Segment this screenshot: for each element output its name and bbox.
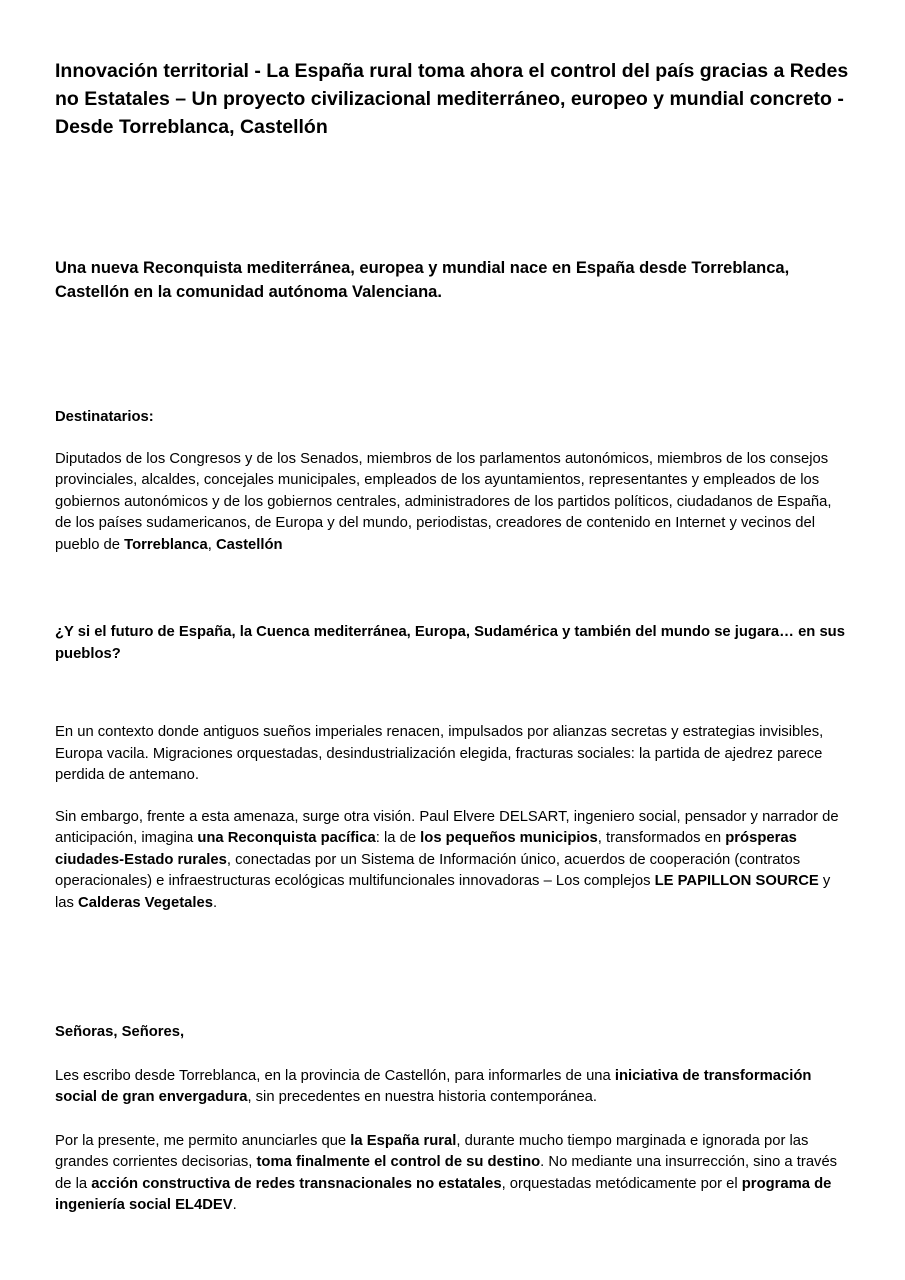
text-run: una Reconquista pacífica — [197, 830, 376, 846]
text-run: ¿Y si el futuro de España, la Cuenca mediterránea, Europa, Sudamérica y también del mundo se jugara… en sus pueblos? — [55, 624, 845, 662]
text-run: la España rural — [350, 1132, 457, 1149]
salutation — [55, 1022, 850, 1044]
text-run: prósperas ciudades-Estado rurales — [55, 830, 797, 868]
text-run: Una nueva Reconquista mediterránea, europea y mundial nace en España desde Torreblanca, Castellón en la comunidad autónoma Valenciana. — [55, 259, 790, 301]
document-title — [55, 57, 850, 141]
text-run: los pequeños municipios — [420, 830, 598, 846]
text-run: . — [232, 1197, 237, 1213]
key-question — [55, 622, 850, 665]
text-run: Diputados de los Congresos y de los Senados, miembros de los parlamentos autonómicos, miembros de los consejos provinciales, alcaldes, concejales municipales, empleados de los ayuntamientos, representantes y empleados de los gobiernos autonómicos y de los gobiernos centrales, administradores de los partidos políticos, ciudadanos de España, de los países sudamericanos, de Europa y del mundo, periodistas, creadores de contenido en Internet y vecinos del pueblo de — [55, 450, 832, 553]
text-run: LE PAPILLON SOURCE — [654, 873, 819, 889]
text-run: , conectadas por un Sistema de Información único, acuerdos de cooperación (contratos operacionales) e infraestructuras ecológicas multifuncionales innovadoras – Los complejos — [55, 851, 801, 889]
text-run: Torreblanca — [124, 536, 208, 553]
text-run: y las — [55, 873, 831, 911]
text-run: : la de — [375, 830, 421, 846]
recipients-paragraph — [55, 449, 850, 557]
announcement-paragraph — [55, 1131, 850, 1217]
text-run: iniciativa de transformación social de gran envergadura — [55, 1067, 812, 1105]
initiative-paragraph — [55, 1066, 850, 1109]
text-run: , transformados en — [597, 830, 726, 846]
recipients-heading — [55, 407, 850, 429]
text-run: En un contexto donde antiguos sueños imperiales renacen, impulsados por alianzas secretas y estrategias invisibles, Europa vacila. Migraciones orquestadas, desindustrialización elegida, fracturas sociales: la partida de ajedrez parece perdida de antemano. — [55, 724, 824, 783]
text-run: Calderas Vegetales — [78, 894, 213, 911]
text-run: programa de ingeniería social EL4DEV — [55, 1175, 832, 1213]
context-paragraph — [55, 722, 850, 787]
text-run: toma finalmente el control de su destino — [256, 1154, 541, 1170]
text-run: . — [212, 894, 218, 911]
text-run: Destinatarios: — [55, 409, 154, 425]
text-run: , sin precedentes en nuestra historia contemporánea. — [247, 1089, 598, 1105]
text-run: . No mediante una insurrección, sino a través de la — [55, 1154, 838, 1192]
vision-paragraph — [55, 807, 850, 915]
text-run: acción constructiva de redes transnacionales no estatales — [91, 1175, 502, 1192]
text-run: Señoras, Señores, — [55, 1024, 185, 1040]
text-run: Sin embargo, frente a esta amenaza, surge otra visión. Paul Elvere DELSART, ingeniero social, pensador y narrador de anticipación, imagina — [55, 808, 839, 846]
text-run: Castellón — [215, 536, 283, 553]
text-run: , durante mucho tiempo marginada e ignorada por las grandes corrientes decisorias, — [55, 1132, 809, 1170]
text-run: Les escribo desde Torreblanca, en la provincia de Castellón, para informarles de una — [55, 1067, 615, 1084]
text-run: Por la presente, me permito anunciarles que — [55, 1132, 351, 1149]
text-run: , — [207, 536, 216, 553]
document-subtitle — [55, 257, 850, 304]
text-run: , orquestadas metódicamente por el — [501, 1175, 742, 1192]
text-run: Innovación territorial - La España rural toma ahora el control del país gracias a Redes no Estatales – Un proyecto civilizacional mediterráneo, europeo y mundial concreto - Desde Torreblanca, Castellón — [55, 60, 849, 138]
